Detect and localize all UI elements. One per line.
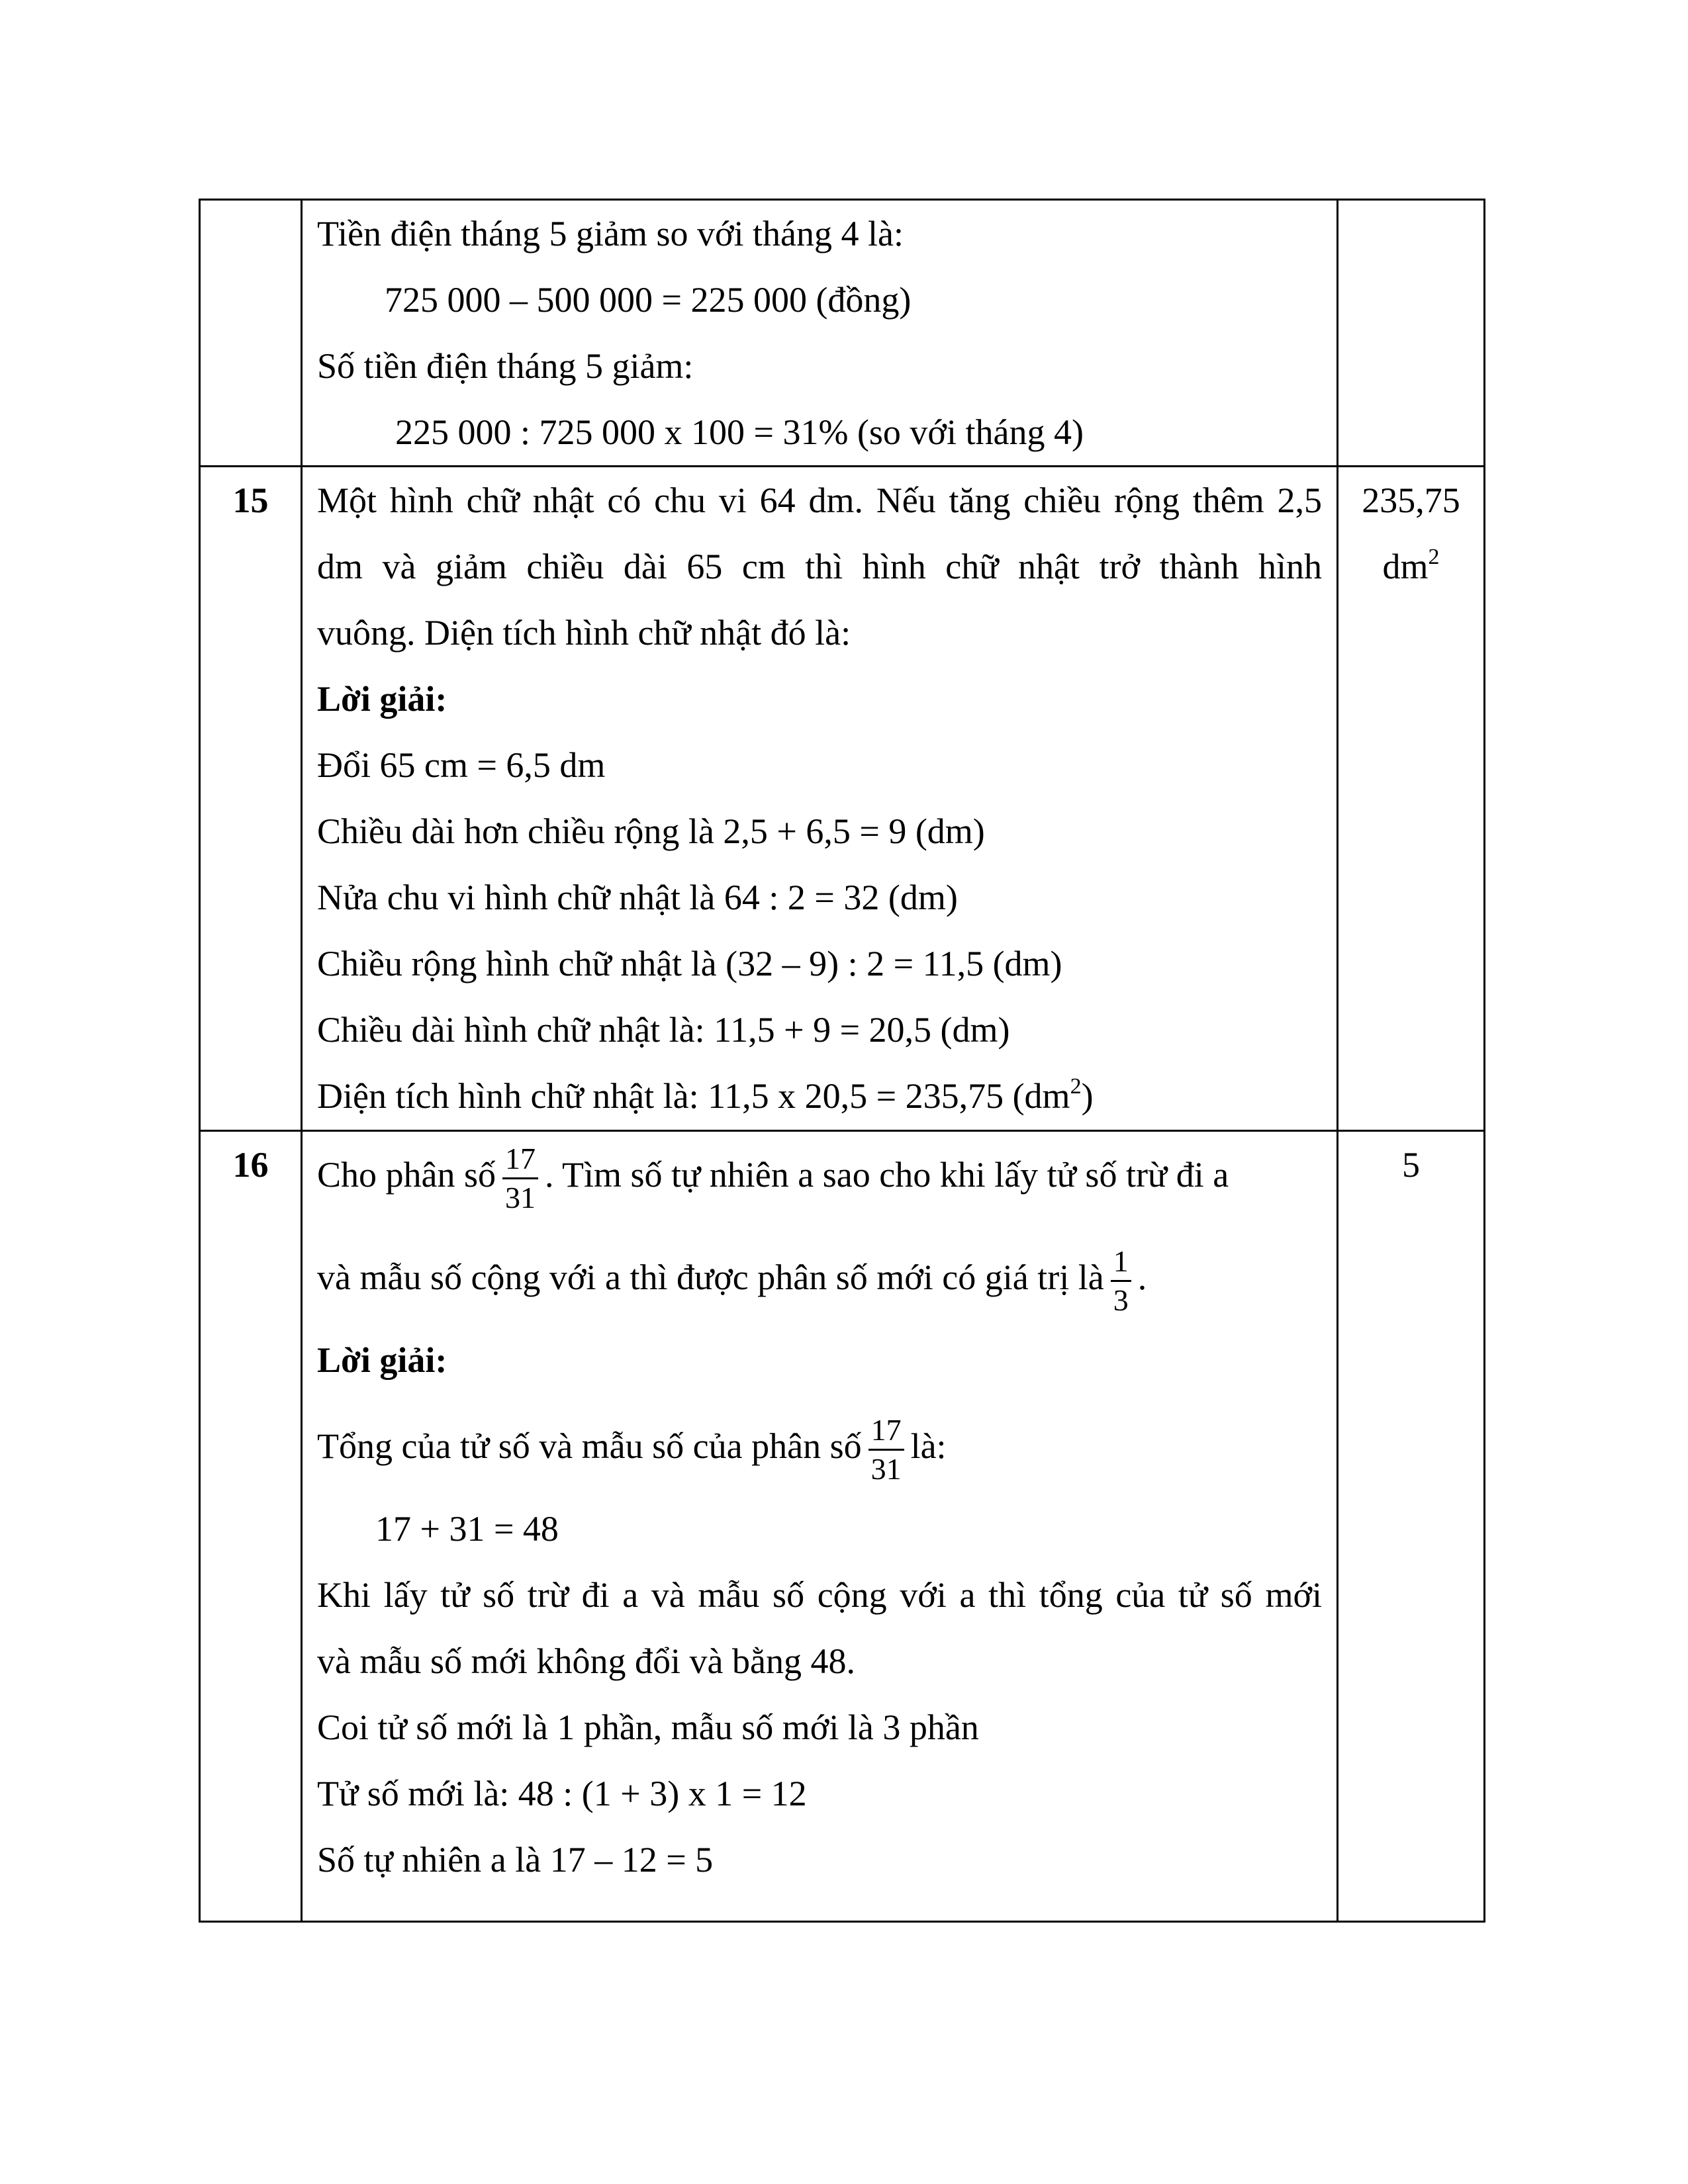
question-cell (302, 1131, 1338, 1922)
solution-step: Diện tích hình chữ nhật là: 11,5 x 20,5 = 235,75 $(dm^2)$ (317, 1074, 1094, 1116)
solution-step: Nửa chu vi hình chữ nhật là 64 : 2 = 32 (dm) (317, 878, 958, 917)
question-text: và mẫu số cộng với a thì được phân số mới có giá trị là $\frac{1}{3}$ . (317, 1231, 1322, 1324)
table-row (200, 200, 1485, 467)
solution-cell (302, 200, 1338, 467)
question-text: dm và giảm chiều dài 65 cm thì hình chữ nhật trở thành hình (317, 547, 1322, 586)
answer-value: 5 (1402, 1145, 1420, 1185)
solution-step: Tổng của tử số và mẫu số của phân số $\frac{17}{31}$ là: (317, 1396, 1322, 1496)
calculation-line: 725 000 – 500 000 = 225 000 (đồng) (385, 280, 912, 320)
solution-step: Tử số mới là: 48 : (1 + 3) x 1 = 12 (317, 1774, 807, 1813)
fraction: $\frac{1}{3}$ (1111, 1243, 1131, 1319)
solution-table (199, 199, 1485, 1923)
calculation-line: 225 000 : 725 000 x 100 = 31% (so với tháng 4) (395, 412, 1084, 452)
solution-step: Đổi 65 cm = 6,5 dm (317, 745, 606, 785)
solution-heading: Lời giải: (317, 679, 447, 719)
answer-cell (1338, 467, 1485, 1131)
solution-step: Số tự nhiên a là 17 – 12 = 5 (317, 1840, 714, 1880)
calculation-line: 17 + 31 = 48 (375, 1509, 559, 1549)
solution-step: Khi lấy tử số trừ đi a và mẫu số cộng với a thì tổng của tử số mới (317, 1575, 1322, 1615)
answer-unit: $dm^2$ (1382, 545, 1440, 586)
table-row (200, 1131, 1485, 1922)
fraction: $\frac{17}{31}$ (502, 1140, 538, 1216)
solution-step: Chiều dài hình chữ nhật là: 11,5 + 9 = 20,5 (dm) (317, 1010, 1010, 1050)
question-text: Cho phân số $\frac{17}{31}$ . Tìm số tự nhiên a sao cho khi lấy tử số trừ đi a (317, 1132, 1322, 1231)
question-text: Một hình chữ nhật có chu vi 64 dm. Nếu tăng chiều rộng thêm 2,5 (317, 480, 1322, 520)
solution-heading: Lời giải: (317, 1340, 447, 1380)
question-text: vuông. Diện tích hình chữ nhật đó là: (317, 613, 851, 653)
solution-step: Coi tử số mới là 1 phần, mẫu số mới là 3 phần (317, 1707, 979, 1747)
problem-number-cell (200, 200, 302, 467)
table-row (200, 467, 1485, 1131)
answer-value: 235,75 (1362, 480, 1460, 520)
question-cell (302, 467, 1338, 1131)
answer-cell (1338, 1131, 1485, 1922)
solution-step: và mẫu số mới không đổi và bằng 48. (317, 1641, 855, 1681)
solution-step: Chiều rộng hình chữ nhật là (32 – 9) : 2 = 11,5 (dm) (317, 944, 1062, 983)
answer-cell (1338, 200, 1485, 467)
fraction: $\frac{17}{31}$ (868, 1412, 904, 1488)
problem-number-cell (200, 1131, 302, 1922)
problem-number: 15 (232, 480, 269, 520)
solution-line: Số tiền điện tháng 5 giảm: (317, 346, 694, 386)
solution-line: Tiền điện tháng 5 giảm so với tháng 4 là: (317, 214, 904, 253)
problem-number-cell (200, 467, 302, 1131)
solution-step: Chiều dài hơn chiều rộng là 2,5 + 6,5 = 9 (dm) (317, 811, 985, 851)
problem-number: 16 (232, 1145, 269, 1185)
